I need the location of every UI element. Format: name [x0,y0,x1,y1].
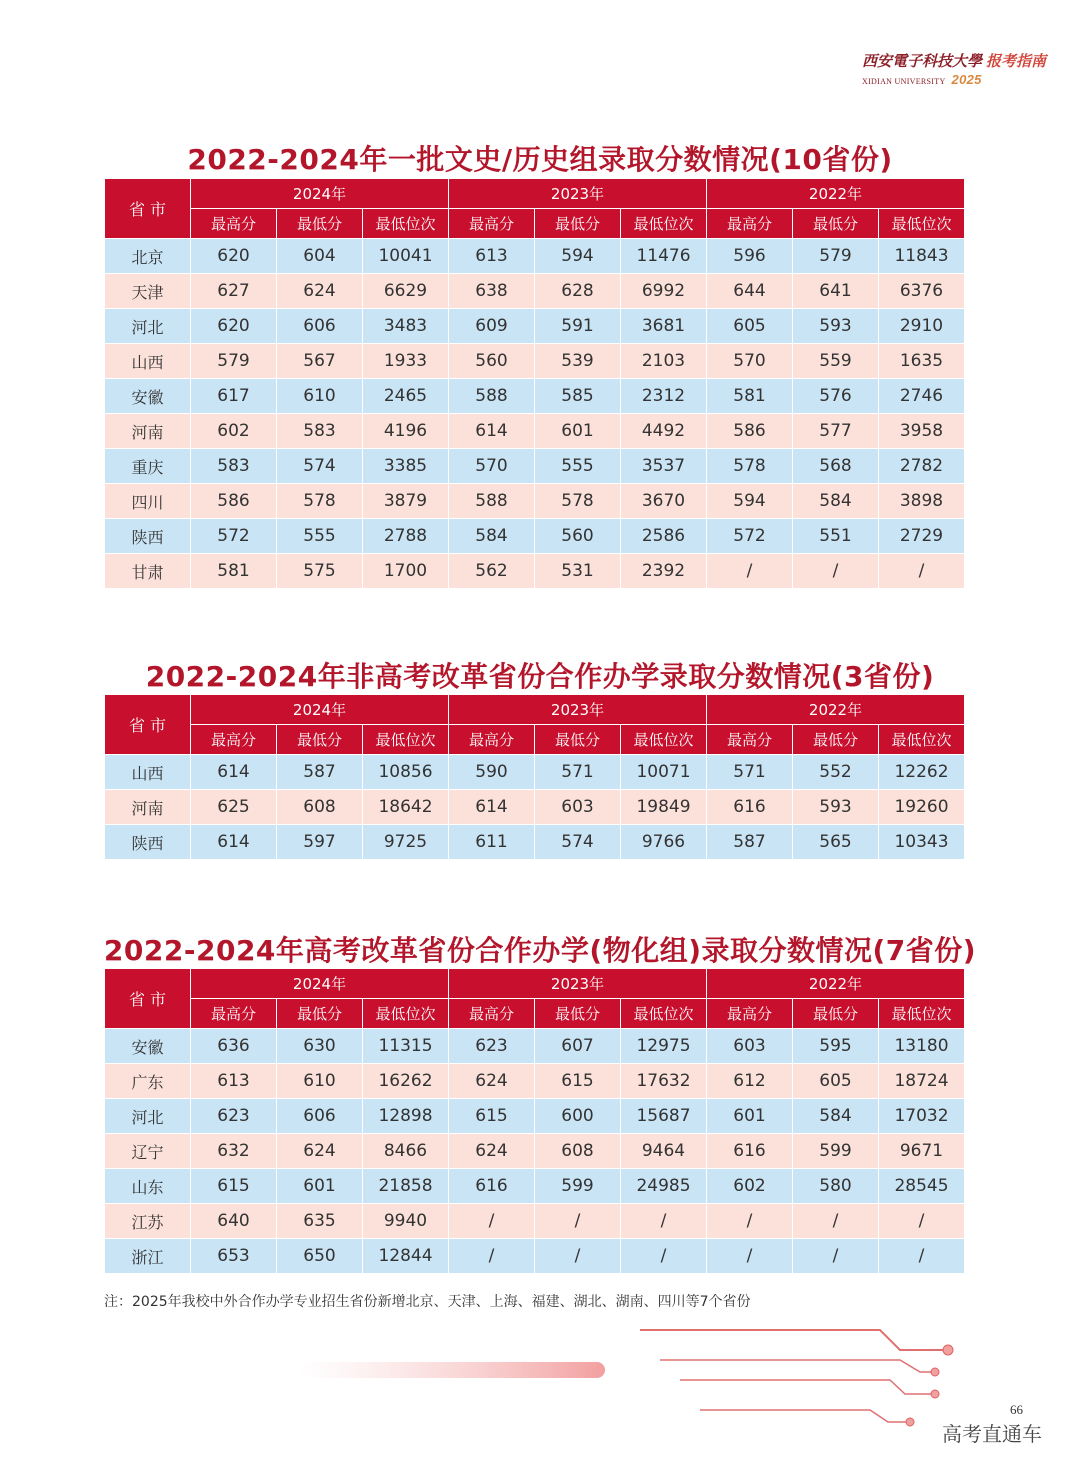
score-cell: 611 [449,825,535,860]
score-cell: 613 [191,1064,277,1099]
column-header: 最低位次 [621,999,707,1029]
table-row [105,309,965,344]
score-cell: 10856 [363,755,449,790]
score-cell: 28545 [879,1169,965,1204]
year-header: 2023年 [449,969,707,999]
table-row [105,554,965,589]
year-header: 2023年 [449,695,707,725]
score-cell: 588 [449,379,535,414]
score-cell: 1700 [363,554,449,589]
province-header: 省 市 [105,695,191,755]
score-cell: 588 [449,484,535,519]
table-row [105,1169,965,1204]
score-cell: 2312 [621,379,707,414]
score-cell: 576 [793,379,879,414]
brand-logo [862,50,1047,87]
score-cell: 616 [707,790,793,825]
score-cell: 638 [449,274,535,309]
score-cell: 570 [449,449,535,484]
year-header: 2024年 [191,179,449,209]
score-cell: 8466 [363,1134,449,1169]
province-cell: 山东 [105,1169,191,1204]
score-cell: 11476 [621,239,707,274]
watermark: 高考直通车 [942,1422,1042,1446]
score-cell: 616 [707,1134,793,1169]
score-cell: / [449,1239,535,1274]
score-cell: 12844 [363,1239,449,1274]
column-header: 最低分 [793,209,879,239]
score-cell: 2788 [363,519,449,554]
score-cell: 1933 [363,344,449,379]
table-row [105,379,965,414]
score-cell: 601 [277,1169,363,1204]
province-cell: 甘肃 [105,554,191,589]
score-cell: 2392 [621,554,707,589]
column-header: 最低分 [535,209,621,239]
province-cell: 江苏 [105,1204,191,1239]
table-row [105,414,965,449]
score-cell: 625 [191,790,277,825]
province-cell: 河南 [105,790,191,825]
province-header: 省 市 [105,969,191,1029]
province-header: 省 市 [105,179,191,239]
score-cell: 590 [449,755,535,790]
score-cell: 581 [191,554,277,589]
score-cell: 531 [535,554,621,589]
score-cell: 602 [191,414,277,449]
score-cell: 586 [191,484,277,519]
score-cell: 18724 [879,1064,965,1099]
province-cell: 安徽 [105,379,191,414]
score-cell: 559 [793,344,879,379]
score-cell: 635 [277,1204,363,1239]
year-header: 2022年 [707,695,965,725]
score-cell: 600 [535,1099,621,1134]
province-cell: 河南 [105,414,191,449]
score-cell: / [879,1204,965,1239]
score-cell: 632 [191,1134,277,1169]
score-cell: 552 [793,755,879,790]
column-header: 最低分 [535,725,621,755]
score-cell: 560 [535,519,621,554]
province-cell: 天津 [105,274,191,309]
score-cell: 640 [191,1204,277,1239]
score-cell: 571 [535,755,621,790]
score-cell: 606 [277,309,363,344]
score-cell: 636 [191,1029,277,1064]
score-cell: 1635 [879,344,965,379]
score-cell: 2465 [363,379,449,414]
table-row [105,755,965,790]
column-header: 最高分 [191,209,277,239]
score-cell: / [621,1204,707,1239]
footnote: 注：2025年我校中外合作办学专业招生省份新增北京、天津、上海、福建、湖北、湖南、四川等7个省份 [104,1294,751,1310]
score-cell: 562 [449,554,535,589]
score-cell: 603 [707,1029,793,1064]
province-cell: 河北 [105,309,191,344]
province-cell: 重庆 [105,449,191,484]
score-cell: 6629 [363,274,449,309]
score-cell: 608 [277,790,363,825]
score-cell: 615 [449,1099,535,1134]
score-cell: 624 [449,1064,535,1099]
score-cell: 18642 [363,790,449,825]
score-cell: 615 [535,1064,621,1099]
score-cell: / [707,1204,793,1239]
column-header: 最低分 [535,999,621,1029]
score-cell: 19260 [879,790,965,825]
score-cell: 594 [535,239,621,274]
score-cell: 606 [277,1099,363,1134]
province-cell: 山西 [105,344,191,379]
score-cell: 9766 [621,825,707,860]
score-cell: 593 [793,309,879,344]
score-cell: 615 [191,1169,277,1204]
score-cell: 10343 [879,825,965,860]
score-cell: 577 [793,414,879,449]
province-cell: 四川 [105,484,191,519]
score-cell: 613 [449,239,535,274]
score-cell: 3681 [621,309,707,344]
score-cell: 17632 [621,1064,707,1099]
score-cell: 614 [449,790,535,825]
score-cell: 581 [707,379,793,414]
score-cell: 12975 [621,1029,707,1064]
province-cell: 辽宁 [105,1134,191,1169]
score-cell: 571 [707,755,793,790]
score-cell: 599 [793,1134,879,1169]
province-cell: 广东 [105,1064,191,1099]
score-cell: 594 [707,484,793,519]
table-row [105,825,965,860]
column-header: 最低位次 [621,209,707,239]
table-header-years [105,179,965,209]
score-cell: 630 [277,1029,363,1064]
score-cell: 9671 [879,1134,965,1169]
column-header: 最低位次 [879,209,965,239]
score-cell: 570 [707,344,793,379]
page-number: 66 [1010,1402,1023,1417]
score-cell: 595 [793,1029,879,1064]
score-cell: 641 [793,274,879,309]
score-table-3 [104,968,965,1274]
score-cell: / [707,1239,793,1274]
score-cell: 583 [277,414,363,449]
score-cell: 597 [277,825,363,860]
column-header: 最低分 [277,209,363,239]
table-row [105,344,965,379]
table-body [105,1029,965,1274]
score-cell: 617 [191,379,277,414]
score-cell: 2910 [879,309,965,344]
score-cell: 3898 [879,484,965,519]
score-cell: 602 [707,1169,793,1204]
score-cell: 591 [535,309,621,344]
section-title-3: 2022-2024年高考改革省份合作办学(物化组)录取分数情况(7省份) [103,934,977,967]
year-header: 2022年 [707,179,965,209]
score-cell: 584 [449,519,535,554]
score-cell: 2103 [621,344,707,379]
score-cell: 2782 [879,449,965,484]
table-header-cols [105,999,965,1029]
score-cell: 580 [793,1169,879,1204]
score-cell: 579 [191,344,277,379]
year-header: 2024年 [191,695,449,725]
score-cell: 551 [793,519,879,554]
circuit-decoration [280,1310,980,1440]
score-cell: 605 [707,309,793,344]
score-cell: 604 [277,239,363,274]
score-cell: 565 [793,825,879,860]
province-cell: 山西 [105,755,191,790]
column-header: 最低位次 [363,725,449,755]
score-cell: 11315 [363,1029,449,1064]
column-header: 最高分 [191,999,277,1029]
score-cell: 9464 [621,1134,707,1169]
score-cell: 3958 [879,414,965,449]
section-title-2: 2022-2024年非高考改革省份合作办学录取分数情况(3省份) [145,660,935,693]
score-cell: 11843 [879,239,965,274]
score-cell: 6376 [879,274,965,309]
table-row [105,274,965,309]
brand-name-en: XIDIAN UNIVERSITY 2025 [862,72,982,87]
table-header-cols [105,209,965,239]
score-cell: 579 [793,239,879,274]
year-header: 2022年 [707,969,965,999]
score-cell: 10041 [363,239,449,274]
score-cell: 2729 [879,519,965,554]
column-header: 最高分 [707,999,793,1029]
score-cell: / [793,1204,879,1239]
score-cell: 3670 [621,484,707,519]
score-cell: 612 [707,1064,793,1099]
score-cell: 609 [449,309,535,344]
score-cell: 578 [277,484,363,519]
score-cell: 21858 [363,1169,449,1204]
score-cell: 3385 [363,449,449,484]
score-cell: 624 [277,1134,363,1169]
table-header-years [105,969,965,999]
table-row [105,484,965,519]
score-cell: 584 [793,484,879,519]
table-row [105,1099,965,1134]
table-row [105,1134,965,1169]
column-header: 最高分 [707,209,793,239]
table-row [105,239,965,274]
score-cell: 4492 [621,414,707,449]
score-cell: / [621,1239,707,1274]
score-cell: 603 [535,790,621,825]
column-header: 最低位次 [363,999,449,1029]
score-cell: 607 [535,1029,621,1064]
table-body [105,755,965,860]
score-cell: 644 [707,274,793,309]
column-header: 最低位次 [879,999,965,1029]
score-cell: 572 [191,519,277,554]
score-cell: 610 [277,1064,363,1099]
score-cell: 574 [535,825,621,860]
score-cell: 560 [449,344,535,379]
score-cell: 623 [191,1099,277,1134]
score-cell: 572 [707,519,793,554]
score-cell: 2746 [879,379,965,414]
score-cell: 605 [793,1064,879,1099]
score-cell: 587 [277,755,363,790]
score-table-1 [104,178,965,589]
score-cell: 620 [191,309,277,344]
table-row [105,449,965,484]
column-header: 最低分 [277,725,363,755]
column-header: 最低分 [793,999,879,1029]
score-cell: 599 [535,1169,621,1204]
year-header: 2023年 [449,179,707,209]
column-header: 最高分 [191,725,277,755]
score-cell: 4196 [363,414,449,449]
column-header: 最低位次 [363,209,449,239]
section-title-1: 2022-2024年一批文史/历史组录取分数情况(10省份) [187,143,893,176]
score-cell: 9940 [363,1204,449,1239]
score-cell: 555 [277,519,363,554]
province-cell: 河北 [105,1099,191,1134]
score-cell: 610 [277,379,363,414]
brand-guide: 报考指南 [986,52,1047,70]
score-cell: 3483 [363,309,449,344]
score-cell: 614 [449,414,535,449]
score-cell: 578 [535,484,621,519]
score-cell: 614 [191,825,277,860]
score-cell: 575 [277,554,363,589]
table-row [105,790,965,825]
brand-name-cn: 西安電子科技大學 报考指南 [862,52,1047,70]
score-cell: / [449,1204,535,1239]
column-header: 最低分 [793,725,879,755]
score-cell: 9725 [363,825,449,860]
score-cell: 593 [793,790,879,825]
score-cell: 24985 [621,1169,707,1204]
score-cell: 653 [191,1239,277,1274]
table-body [105,239,965,589]
province-cell: 陕西 [105,825,191,860]
table-row [105,1064,965,1099]
score-cell: 616 [449,1169,535,1204]
table-row [105,1239,965,1274]
score-cell: 601 [535,414,621,449]
score-cell: 574 [277,449,363,484]
score-cell: 12262 [879,755,965,790]
score-cell: 583 [191,449,277,484]
score-cell: 585 [535,379,621,414]
score-cell: 608 [535,1134,621,1169]
score-cell: 623 [449,1029,535,1064]
score-cell: 539 [535,344,621,379]
column-header: 最低位次 [879,725,965,755]
score-cell: 624 [277,274,363,309]
column-header: 最低位次 [621,725,707,755]
score-cell: 586 [707,414,793,449]
table-header-cols [105,725,965,755]
score-cell: 12898 [363,1099,449,1134]
score-cell: 584 [793,1099,879,1134]
score-cell: 567 [277,344,363,379]
score-cell: / [707,554,793,589]
column-header: 最高分 [707,725,793,755]
score-cell: / [793,1239,879,1274]
brand-year: 2025 [951,72,982,87]
score-cell: 587 [707,825,793,860]
table-row [105,1029,965,1064]
score-cell: 620 [191,239,277,274]
score-cell: / [535,1239,621,1274]
score-cell: 555 [535,449,621,484]
score-cell: 624 [449,1134,535,1169]
year-header: 2024年 [191,969,449,999]
score-cell: 3879 [363,484,449,519]
column-header: 最低分 [277,999,363,1029]
score-table-2 [104,694,965,860]
table-header-years [105,695,965,725]
score-cell: 17032 [879,1099,965,1134]
score-cell: 628 [535,274,621,309]
province-cell: 安徽 [105,1029,191,1064]
province-cell: 北京 [105,239,191,274]
table-row [105,1204,965,1239]
column-header: 最高分 [449,209,535,239]
score-cell: 13180 [879,1029,965,1064]
score-cell: 6992 [621,274,707,309]
score-cell: / [535,1204,621,1239]
score-cell: 596 [707,239,793,274]
score-cell: / [879,1239,965,1274]
score-cell: 614 [191,755,277,790]
score-cell: 568 [793,449,879,484]
score-cell: 601 [707,1099,793,1134]
province-cell: 陕西 [105,519,191,554]
score-cell: 10071 [621,755,707,790]
score-cell: / [793,554,879,589]
table-row [105,519,965,554]
province-cell: 浙江 [105,1239,191,1274]
column-header: 最高分 [449,725,535,755]
score-cell: 578 [707,449,793,484]
score-cell: 15687 [621,1099,707,1134]
score-cell: 3537 [621,449,707,484]
score-cell: 650 [277,1239,363,1274]
score-cell: / [879,554,965,589]
column-header: 最高分 [449,999,535,1029]
score-cell: 19849 [621,790,707,825]
score-cell: 627 [191,274,277,309]
score-cell: 16262 [363,1064,449,1099]
score-cell: 2586 [621,519,707,554]
